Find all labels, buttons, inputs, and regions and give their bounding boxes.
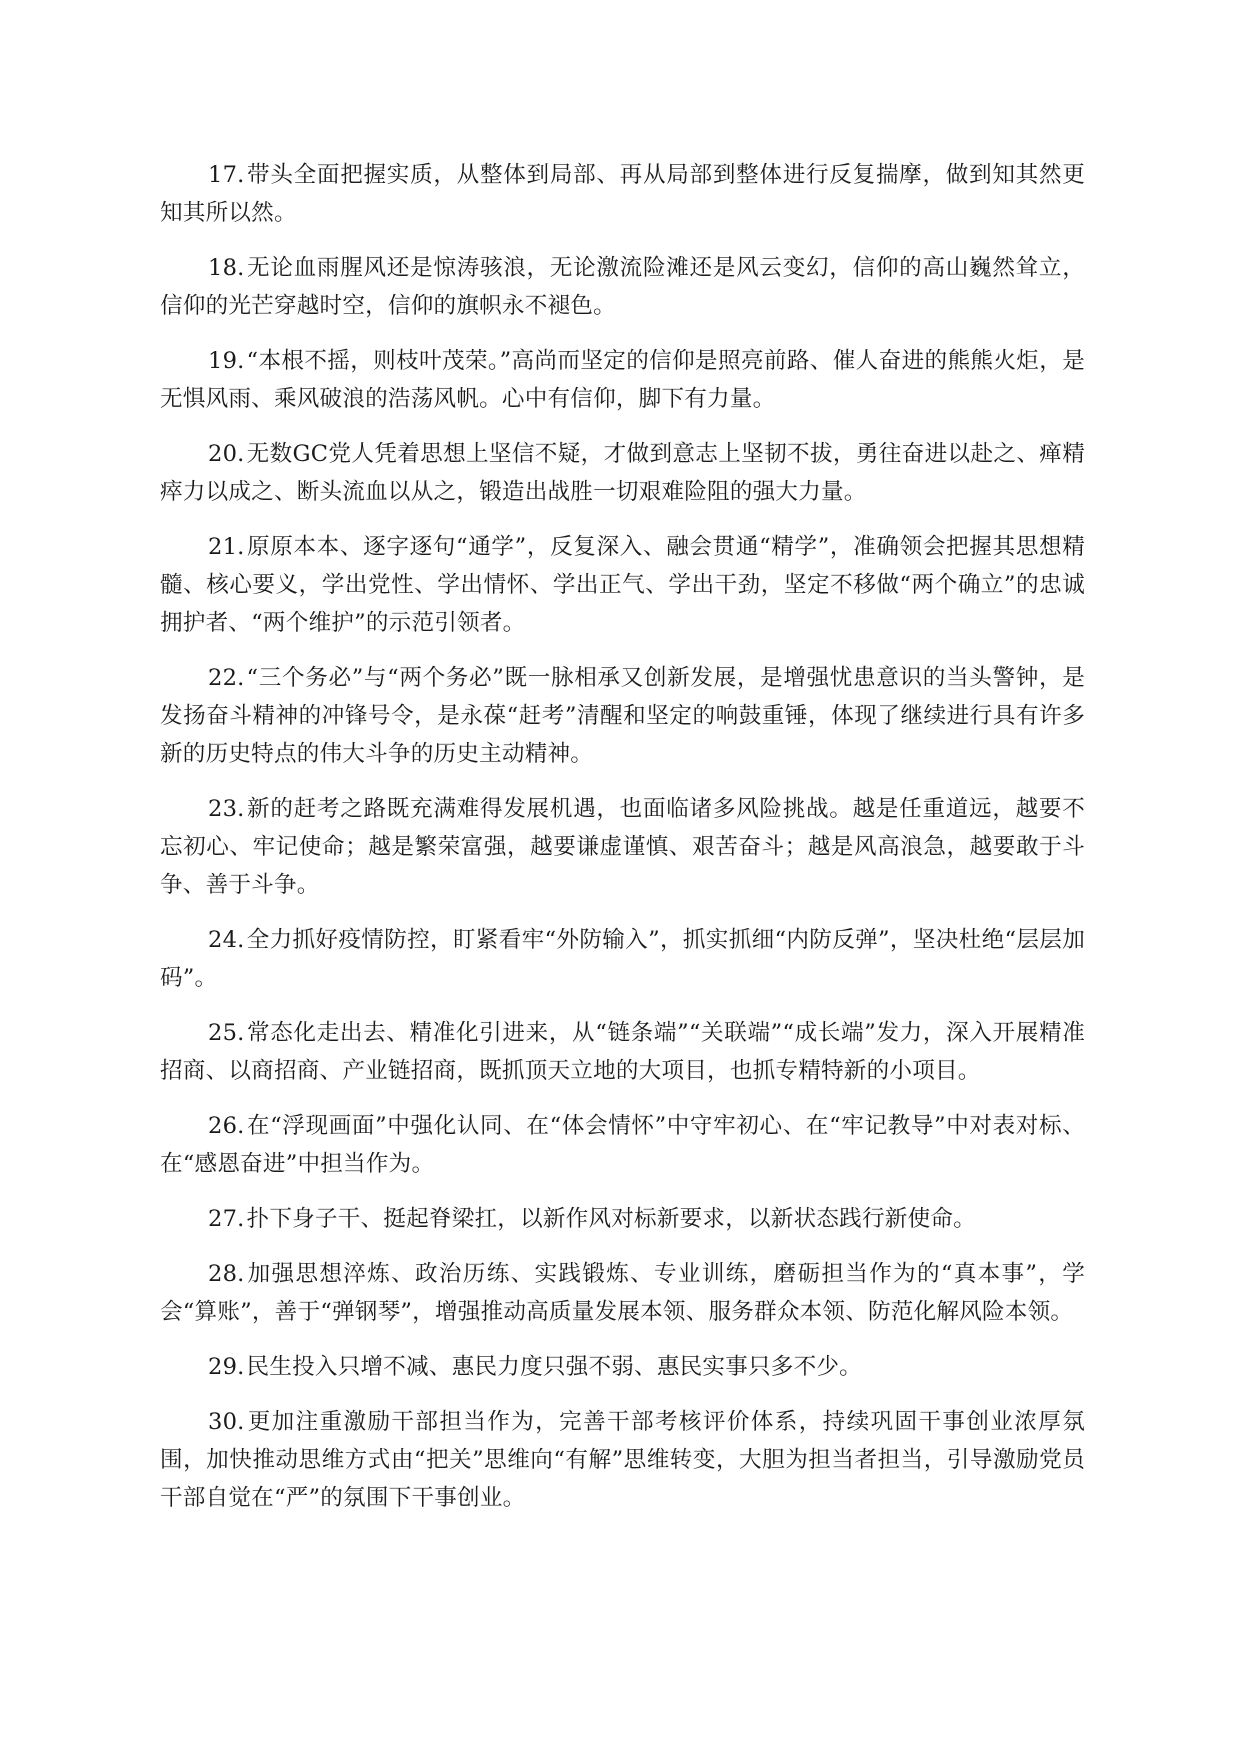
paragraph-text: 新的赶考之路既充满难得发展机遇，也面临诸多风险挑战。越是任重道远，越要不忘初心、牢记使命；越是繁荣富强，越要谦虚谨慎、艰苦奋斗；越是风高浪急，越要敢于斗争、善于斗争。 xyxy=(160,796,1085,898)
paragraph-28 xyxy=(160,1255,1085,1331)
paragraph-number: 17. xyxy=(208,162,245,188)
paragraph-20 xyxy=(160,435,1085,511)
paragraph-text: 更加注重激励干部担当作为，完善干部考核评价体系，持续巩固干事创业浓厚氛围，加快推动思维方式由“把关”思维向“有解”思维转变，大胆为担当者担当，引导激励党员干部自觉在“严”的氛围下干事创业。 xyxy=(160,1409,1085,1511)
document-page xyxy=(160,156,1085,1534)
paragraph-number: 20. xyxy=(208,441,245,467)
paragraph-text: 常态化走出去、精准化引进来，从“链条端”“关联端”“成长端”发力，深入开展精准招商、以商招商、产业链招商，既抓顶天立地的大项目，也抓专精特新的小项目。 xyxy=(160,1020,1085,1084)
paragraph-26 xyxy=(160,1107,1085,1183)
paragraph-text: 扑下身子干、挺起脊梁扛，以新作风对标新要求，以新状态践行新使命。 xyxy=(246,1206,976,1232)
paragraph-number: 26. xyxy=(208,1113,245,1139)
paragraph-23 xyxy=(160,790,1085,904)
paragraph-18 xyxy=(160,249,1085,325)
paragraph-number: 25. xyxy=(208,1020,245,1046)
paragraph-number: 29. xyxy=(208,1354,245,1380)
paragraph-number: 23. xyxy=(208,796,245,822)
paragraph-29 xyxy=(160,1348,1085,1386)
paragraph-text: 全力抓好疫情防控，盯紧看牢“外防输入”，抓实抓细“内防反弹”，坚决杜绝“层层加码”。 xyxy=(160,927,1085,991)
paragraph-text: 原原本本、逐字逐句“通学”，反复深入、融会贯通“精学”，准确领会把握其思想精髓、核心要义，学出党性、学出情怀、学出正气、学出干劲，坚定不移做“两个确立”的忠诚拥护者、“两个维护”的示范引领者。 xyxy=(160,534,1085,636)
paragraph-27 xyxy=(160,1200,1085,1238)
paragraph-number: 22. xyxy=(208,665,245,691)
paragraph-text: 无数GC党人凭着思想上坚信不疑，才做到意志上坚韧不拔，勇往奋进以赴之、瘅精瘁力以成之、断头流血以从之，锻造出战胜一切艰难险阻的强大力量。 xyxy=(160,441,1085,505)
paragraph-text: “本根不摇，则枝叶茂荣。”高尚而坚定的信仰是照亮前路、催人奋进的熊熊火炬，是无惧风雨、乘风破浪的浩荡风帆。心中有信仰，脚下有力量。 xyxy=(160,348,1085,412)
paragraph-number: 19. xyxy=(208,348,245,374)
paragraph-24 xyxy=(160,921,1085,997)
paragraph-number: 18. xyxy=(208,255,245,281)
paragraph-25 xyxy=(160,1014,1085,1090)
paragraph-17 xyxy=(160,156,1085,232)
paragraph-30 xyxy=(160,1403,1085,1517)
paragraph-text: 加强思想淬炼、政治历练、实践锻炼、专业训练，磨砺担当作为的“真本事”，学会“算账”，善于“弹钢琴”，增强推动高质量发展本领、服务群众本领、防范化解风险本领。 xyxy=(160,1261,1085,1325)
paragraph-19 xyxy=(160,342,1085,418)
paragraph-number: 28. xyxy=(208,1261,245,1287)
paragraph-number: 27. xyxy=(208,1206,245,1232)
paragraph-number: 21. xyxy=(208,534,245,560)
paragraph-text: 带头全面把握实质，从整体到局部、再从局部到整体进行反复揣摩，做到知其然更知其所以然。 xyxy=(160,162,1085,226)
paragraph-22 xyxy=(160,659,1085,773)
paragraph-text: 无论血雨腥风还是惊涛骇浪，无论激流险滩还是风云变幻，信仰的高山巍然耸立，信仰的光芒穿越时空，信仰的旗帜永不褪色。 xyxy=(160,255,1085,319)
paragraph-21 xyxy=(160,528,1085,642)
paragraph-text: 在“浮现画面”中强化认同、在“体会情怀”中守牢初心、在“牢记教导”中对表对标、在“感恩奋进”中担当作为。 xyxy=(160,1113,1085,1177)
paragraph-text: 民生投入只增不减、惠民力度只强不弱、惠民实事只多不少。 xyxy=(246,1354,862,1380)
paragraph-number: 30. xyxy=(208,1409,245,1435)
paragraph-text: “三个务必”与“两个务必”既一脉相承又创新发展，是增强忧患意识的当头警钟，是发扬奋斗精神的冲锋号令，是永葆“赶考”清醒和坚定的响鼓重锤，体现了继续进行具有许多新的历史特点的伟大斗争的历史主动精神。 xyxy=(160,665,1085,767)
paragraph-number: 24. xyxy=(208,927,245,953)
